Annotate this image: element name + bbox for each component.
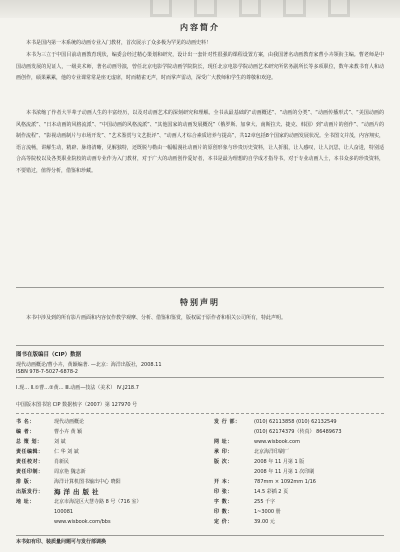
typesetting-value: 海洋计算机图书输出中心 晓阳 (54, 479, 121, 485)
special-notice-text: 本书中涉及到的所有影片画面和内容仅作教学观摩、分析、借鉴和鉴赏，版权属于原作者和相关公司所有，特此声明。 (26, 315, 287, 321)
colophon-label: 责任校对： (16, 459, 44, 465)
colophon-row (16, 427, 216, 437)
publisher-value: 海洋出版社 (54, 488, 102, 496)
colophon-row (16, 437, 216, 447)
summary-paragraph-1: 本书是国内第一本系统的动画专业入门教材，首次展示了众多极为罕见的动画史料！ (26, 40, 212, 46)
cip-title: 图书在版编目（CIP）数据 (16, 352, 82, 358)
divider (16, 287, 384, 288)
colophon-label: 书 名： (16, 419, 35, 425)
colophon-row (16, 457, 216, 467)
cip-library-number: 中国版本图书馆 CIP 数据核字（2007）第 127970 号 (16, 402, 138, 408)
colophon-label: 网 址： (214, 439, 233, 445)
colophon-label: 编 者： (16, 429, 35, 435)
dashed-divider (16, 413, 384, 414)
forum-url-value: www.wisbook.com/bbs (54, 519, 111, 525)
quality-notice: 本书如有印、装质量问题可与发行部调换 (16, 539, 107, 545)
colophon-label: 责任印制： (16, 469, 44, 475)
printer-value: 北京海洋印刷厂 (254, 449, 290, 455)
cip-record-line: 现代动画概论/曹小卉，黄颖编著. —北京：海洋出版社，2008.11 (16, 362, 162, 368)
colophon-label: 承 印： (214, 449, 233, 455)
colophon-label: 发 行 部： (214, 419, 241, 425)
sales-fax-value: (010) 62174379（传真） 86489673 (254, 429, 342, 435)
colophon-label (16, 507, 54, 517)
address-value: 北京市海淀区大慧寺路 8 号（716 室） (54, 499, 142, 505)
colophon-row (214, 457, 386, 467)
colophon-row (214, 447, 386, 457)
colophon-label: 开 本： (214, 479, 233, 485)
colophon-row (16, 447, 216, 457)
book-title-value: 现代动画概论 (54, 419, 85, 425)
colophon-left-column (16, 417, 216, 527)
colophon-label: 印 数： (214, 509, 233, 515)
colophon-row (214, 507, 386, 517)
colophon-row (214, 437, 386, 447)
colophon-row (16, 477, 216, 487)
colophon-row (16, 417, 216, 427)
postcode-value: 100081 (54, 509, 74, 515)
colophon-row (214, 497, 386, 507)
colophon-label: 版 次： (214, 459, 233, 465)
authors-value: 曹小卉 黄 颖 (54, 429, 83, 435)
cover-bleed-band (0, 0, 400, 18)
colophon-row (16, 517, 216, 527)
colophon-label: 定 价： (214, 519, 233, 525)
price-value: 39.00 元 (254, 519, 275, 525)
cip-isbn: ISBN 978-7-5027-6878-2 (16, 369, 78, 375)
word-count-value: 255 千字 (254, 499, 276, 505)
divider (16, 535, 384, 536)
colophon-label (214, 427, 254, 437)
colophon-label: 出版发行： (16, 489, 44, 495)
proofreader-value: 肖新民 (54, 459, 70, 465)
colophon-right-column (214, 417, 386, 527)
print-supervisor-value: 周京艳 魏志新 (54, 469, 86, 475)
colophon-row (214, 427, 386, 437)
colophon-label (16, 517, 54, 527)
colophon-label: 印 张： (214, 489, 233, 495)
divider (16, 377, 384, 378)
summary-paragraph-4 (16, 238, 384, 274)
divider (16, 345, 384, 346)
bleed-through-glyphs (150, 0, 350, 18)
cip-classification: Ⅰ.现… Ⅱ.①曹…②黄… Ⅲ.动画—技法（美术） Ⅳ.J218.7 (16, 385, 139, 391)
colophon-label (214, 467, 254, 477)
website-value: www.wisbook.com (254, 439, 300, 445)
sales-phone-value: (010) 62113858 (010) 62132549 (254, 419, 337, 425)
colophon-label: 排 版： (16, 479, 35, 485)
colophon-row (214, 467, 386, 477)
colophon-label: 总 策 划： (16, 439, 43, 445)
chief-planner-value: 刘 斌 (54, 439, 66, 445)
colophon-row (16, 497, 216, 507)
colophon-label: 责任编辑： (16, 449, 44, 455)
format-value: 787mm × 1092mm 1/16 (254, 479, 316, 485)
print-run-value: 1~3000 册 (254, 509, 281, 515)
colophon-row (214, 417, 386, 427)
editor-value: 仁 华 刘 斌 (54, 449, 79, 455)
colophon-label: 字 数： (214, 499, 233, 505)
special-notice-title: 特别声明 (180, 298, 220, 307)
colophon-row (214, 517, 386, 527)
content-summary-title: 内容简介 (180, 23, 220, 32)
colophon (16, 417, 386, 535)
colophon-label: 地 址： (16, 499, 35, 505)
colophon-row (16, 467, 216, 477)
colophon-row (16, 507, 216, 517)
summary-paragraph-3: 本书浓缩了作者大半辈子动画人生的丰富经历，以及对动画艺术的深刻研究和理解。全书从最基础的“动画概述”、“动画的分类”、“动画传播形式”、“美国动画的风格流派”、“日本动画的风格流派”、“中国动画的风格流派”、“其他国家的动画发展概况”（俄罗斯、加拿大、南斯拉夫、捷克、韩国）到“动画片的创作”、“动画片的制作流程”、“影视动画制片与市场开发”、“艺术鉴赏与文艺批评”、“动画人才综合素质培养与提高”，共12章包括8个国家的动画发展状况。全书图文并茂，内容翔实，语言流畅，讲解生动，精辟、脉络清晰，见解独特，还既脱与勒由一幅幅漫社动画片的原创形象与珍贵历史资料，让人折服，让人感叹，让人沉思，让人奋进，特别适合高等院校以及各类职业院校的动画专业作为入门教材，对于广大的动画创作爱好者，本书是最为理想的自学成才指导书，对于专业动画人士，本书众多的珍贵资料，不要错过，值得分析，借鉴和珍藏。 (16, 110, 384, 174)
colophon-row (214, 477, 386, 487)
summary-paragraph-2: 本书为三立于中国目前动画教育现状，编委会经过精心策划和研究，设计出一套针对性很强的课程设置方案，由我国著名动画教育家曹小卉领衔主编。曹老师是中国动画发展的见证人，一级美术师，著名动画导演，曾任北京电影学院动画学院院长，现任北京电影学院动画艺术研究所常务副所长等多项职位，数年来教书育人和动画创作，硕果累累，他的专业课常常是座无虚席，时而精雀无声，时而掌声雷动，深受广大教师和学生的尊敬和欢迎。 (16, 52, 384, 81)
colophon-row (16, 487, 216, 497)
sheets-value: 14.5 彩插 2 页 (254, 489, 289, 495)
colophon-row (214, 487, 386, 497)
edition-value: 2008 年 11 月第 1 版 (254, 459, 305, 465)
printing-value: 2008 年 11 月第 1 次印刷 (254, 469, 315, 475)
